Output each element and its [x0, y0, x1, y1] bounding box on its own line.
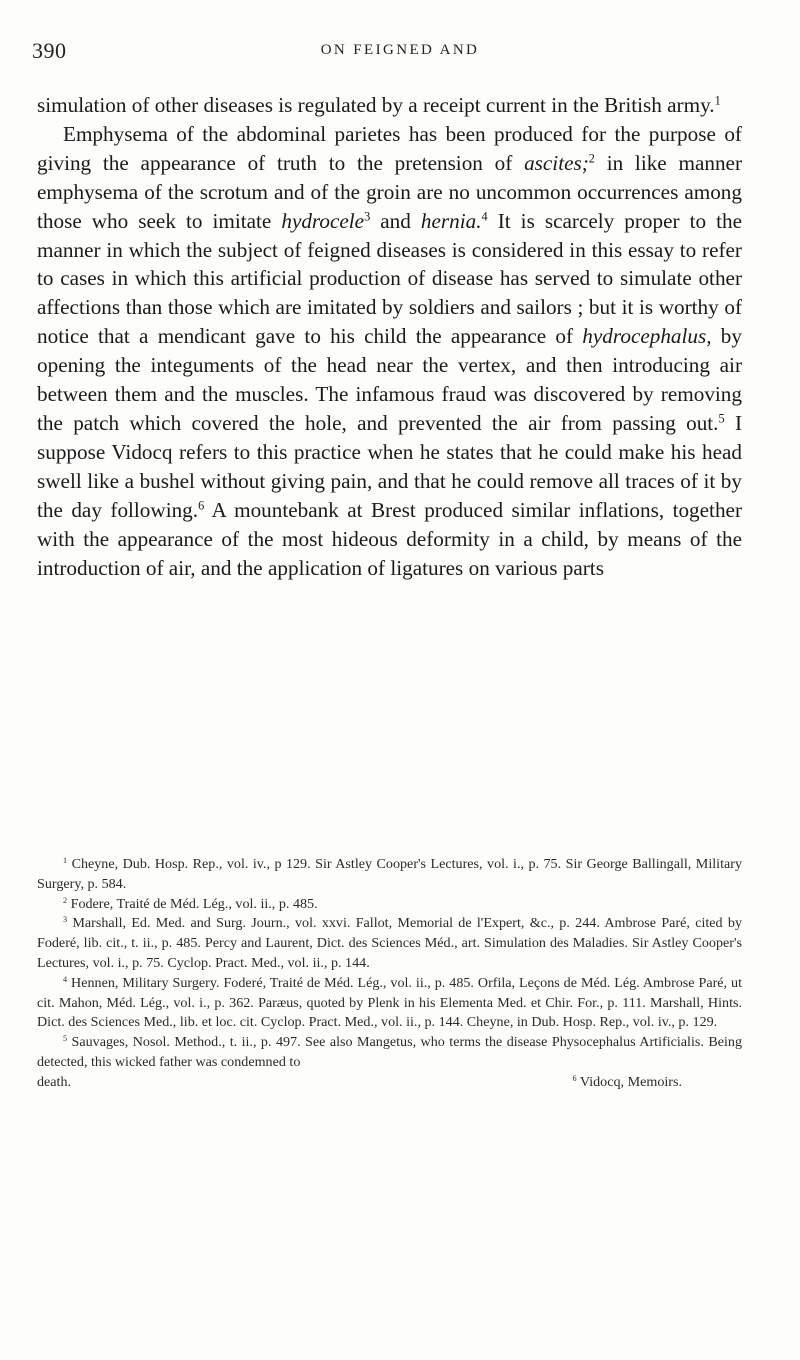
footnote-2 — [37, 895, 742, 915]
footnote-ref-3: 3 — [364, 209, 371, 224]
page-number: 390 — [32, 38, 67, 63]
footnotes — [37, 855, 742, 1093]
page-header — [32, 38, 768, 68]
footnote-mark: 6 — [572, 1073, 577, 1083]
footnote-3 — [37, 914, 742, 973]
footnote-text: Hennen, Military Surgery. Foderé, Traité de Méd. Lég., vol. ii., p. 485. Orfila, Leçons de Méd. Lég. Ambrose Paré, ut cit. Mahon, Méd. Lég., vol. i., p. 362. Paræus, quoted by Plenk in his Elementa Med. et Chir. For., p. 111. Marshall, Hints. Dict. des Sciences Med., lib. et loc. cit. Cyclop. Pract. Med., vol. ii., p. 144. Cheyne, in Dub. Hosp. Rep., vol. iv., p. 129. — [37, 974, 742, 1031]
term-hydrocephalus: hydrocephalus, — [582, 324, 712, 349]
footnote-text: Cheyne, Dub. Hosp. Rep., vol. iv., p 129. Sir Astley Cooper's Lectures, vol. i., p. 75. Sir George Ballingall, Military Surgery, p. 584. — [37, 856, 742, 892]
footnote-mark: 2 — [63, 895, 68, 905]
footnote-1 — [37, 855, 742, 895]
paragraph-1: simulation of other diseases is regulated by a receipt current in the British army.$^1$ — [37, 93, 721, 117]
footnote-ref-2: 2 — [588, 151, 595, 166]
footnote-ref-6: 6 — [198, 498, 205, 513]
footnote-text: Vidocq, Memoirs. — [579, 1073, 682, 1090]
footnote-5-tail: death. — [37, 1073, 72, 1090]
footnote-text: Fodere, Traité de Méd. Lég., vol. ii., p. 485. — [70, 895, 318, 912]
footnote-mark: 1 — [63, 855, 68, 865]
footnote-ref-5: 5 — [718, 411, 725, 426]
term-hernia: hernia. — [420, 208, 482, 233]
footnote-6 — [573, 1073, 682, 1093]
footnote-4 — [37, 974, 742, 1033]
body-text — [37, 91, 742, 582]
footnote-ref-4: 4 — [481, 209, 488, 224]
footnote-mark: 5 — [63, 1034, 68, 1044]
footnote-tail-row — [37, 1073, 742, 1093]
footnote-mark: 3 — [63, 915, 68, 925]
footnote-text: Marshall, Ed. Med. and Surg. Journ., vol. xxvi. Fallot, Memorial de l'Expert, &c., p. 244. Ambrose Paré, cited by Foderé, lib. cit., t. ii., p. 485. Percy and Laurent, Dict. des Sciences Méd., art. Simulation des Maladies. Sir Astley Cooper's Lectures, vol. i., p. 75. Cyclop. Pract. Med., vol. ii., p. 144. — [37, 915, 743, 971]
term-hydrocele: hydrocele — [281, 208, 365, 233]
running-head: ON FEIGNED AND — [320, 42, 480, 58]
footnote-ref-1: 1 — [714, 93, 721, 108]
footnote-text: Sauvages, Nosol. Method., t. ii., p. 497. See also Mangetus, who terms the disease Physocephalus Artificialis. Being detected, this wicked father was condemned to — [37, 1034, 742, 1070]
term-ascites: ascites; — [524, 150, 589, 175]
footnote-mark: 4 — [63, 974, 68, 984]
footnote-5 — [37, 1033, 742, 1073]
paragraph-2: Emphysema of the abdominal parietes has been produced for the purpose of giving the appearance of truth to the pretension of ascites;$^2$ in like manner emphysema of the scrotum and of the groin are no uncommon occurrences among those who seek to imitate hydrocele$^3$ and hernia.$^4$ It is scarcely proper to the manner in which the subject of feigned diseases is considered in this essay to refer to cases in which this artificial production of disease has served to simulate other affections than those which are imitated by soldiers and sailors ; but it is worthy of notice that a mendicant gave to his child the appearance of hydrocephalus, by opening the integuments of the head near the vertex, and then introducing air between them and the muscles. The infamous fraud was discovered by removing the patch which covered the hole, and prevented the air from passing out.$^5$ I suppose Vidocq refers to this practice when he states that he could make his head swell like a bushel without giving pain, and that he could remove all traces of it by the day following.$^6$ A mountebank at Brest produced similar inflations, together with the appearance of the most hideous deformity in a child, by means of the introduction of air, and the application of ligatures on various parts — [37, 121, 742, 580]
